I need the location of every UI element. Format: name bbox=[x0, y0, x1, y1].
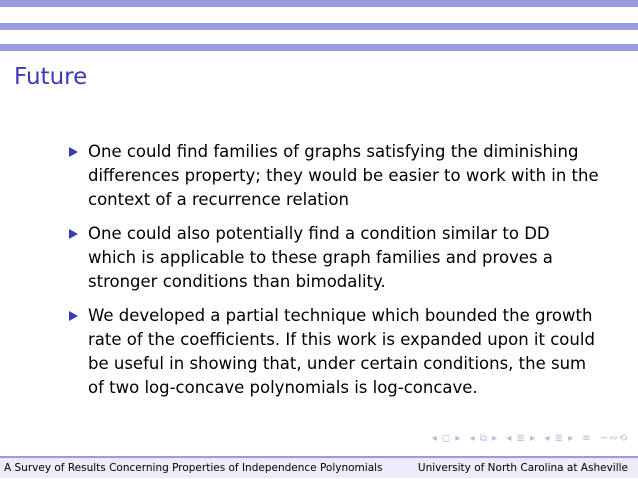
bullet-3-line-2: rate of the coefficients. If this work is expanded upon it could bbox=[88, 330, 595, 349]
triangle-bullet-icon bbox=[69, 229, 78, 239]
triangle-bullet-icon bbox=[69, 147, 78, 157]
bullet-3-line-3: be useful in showing that, under certain conditions, the sum bbox=[88, 354, 587, 373]
footer-title: A Survey of Results Concerning Properties of Independence Polynomials bbox=[4, 462, 383, 474]
bullet-item-2 bbox=[68, 222, 598, 294]
nav-frame-icon[interactable]: ◂ ◻ ▸ bbox=[431, 433, 462, 444]
header-bar-middle bbox=[0, 23, 638, 30]
bullet-2-line-1: One could also potentially find a condition similar to DD bbox=[88, 224, 550, 243]
bullet-2-line-3: stronger conditions than bimodality. bbox=[88, 272, 386, 291]
header-bar-top bbox=[0, 0, 638, 7]
bullet-3-line-1: We developed a partial technique which bounded the growth bbox=[88, 306, 593, 325]
footer-bar bbox=[0, 456, 638, 478]
triangle-bullet-icon bbox=[69, 311, 78, 321]
nav-align-icon[interactable]: ≡ bbox=[582, 433, 592, 444]
nav-section-icon[interactable]: ◂ ≣ ▸ bbox=[506, 433, 537, 444]
bullet-3-line-4: of two log-concave polynomials is log-concave. bbox=[88, 378, 478, 397]
bullet-2-line-2: which is applicable to these graph families and proves a bbox=[88, 248, 553, 267]
nav-subsection-icon[interactable]: ◂ ⧉ ▸ bbox=[469, 433, 499, 444]
bullet-list bbox=[68, 140, 598, 410]
beamer-navigation bbox=[428, 433, 628, 444]
bullet-item-3 bbox=[68, 304, 598, 400]
footer-institution: University of North Carolina at Asheville bbox=[417, 462, 628, 474]
bullet-1-line-1: One could find families of graphs satisfying the diminishing bbox=[88, 142, 579, 161]
slide-title: Future bbox=[14, 64, 88, 90]
bullet-1-line-2: differences property; they would be easier to work with in the bbox=[88, 166, 599, 185]
bullet-item-1 bbox=[68, 140, 598, 212]
bullet-1-line-3: context of a recurrence relation bbox=[88, 190, 349, 209]
nav-section2-icon[interactable]: ◂ ≣ ▸ bbox=[544, 433, 575, 444]
header-bar-bottom bbox=[0, 44, 638, 51]
nav-search-icon[interactable]: ∽∾⟲ bbox=[599, 433, 628, 444]
